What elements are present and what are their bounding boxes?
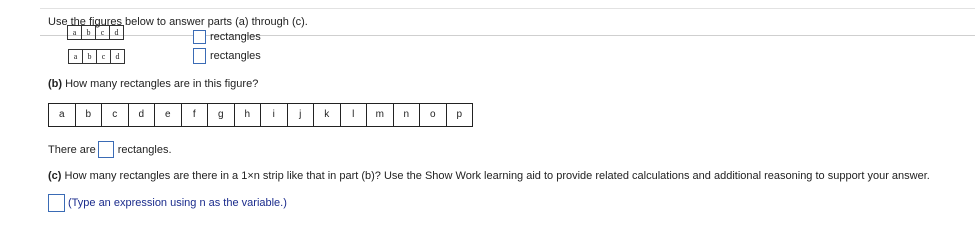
part-c-text: How many rectangles are there in a 1×n strip like that in part (b)? Use the Show Work learning aid to provide related calculations and additional reasoning to support your answer. <box>64 170 930 182</box>
part-c-expression-input[interactable] <box>48 194 65 212</box>
part-a-cell-c: c <box>96 49 111 64</box>
part-a-top-cell-b: b <box>81 25 96 40</box>
part-b-cell-b: b <box>75 103 103 127</box>
part-b-cell-e: e <box>154 103 182 127</box>
part-b-label: (b) <box>48 78 63 90</box>
part-b-answer-input[interactable] <box>98 141 114 158</box>
part-b-cell-p: p <box>446 103 474 127</box>
top-divider <box>40 8 975 9</box>
part-b-cell-h: h <box>234 103 262 127</box>
part-a-answer-input-top[interactable] <box>193 30 206 44</box>
instructions-text: Use the figures below to answer parts (a) through (c). <box>48 16 308 28</box>
part-b-text: How many rectangles are in this figure? <box>65 78 259 90</box>
scroll-edge-divider <box>40 35 975 36</box>
part-c-answer-row <box>48 194 287 212</box>
part-c-question <box>48 170 930 182</box>
part-a-answer-row <box>193 48 261 64</box>
part-c-hint: (Type an expression using n as the variable.) <box>68 197 287 209</box>
part-b-answer-suffix: rectangles. <box>117 143 172 156</box>
part-a-cell-b: b <box>82 49 97 64</box>
part-a-answer-input[interactable] <box>193 48 206 64</box>
part-b-cell-o: o <box>419 103 447 127</box>
part-b-cell-f: f <box>181 103 209 127</box>
part-a-top-cell-c: c <box>95 25 110 40</box>
part-b-cell-c: c <box>101 103 129 127</box>
part-b-cell-d: d <box>128 103 156 127</box>
part-a-answer-clipped <box>193 31 313 45</box>
part-c-label: (c) <box>48 170 62 182</box>
part-a-top-cell-a: a <box>67 25 82 40</box>
part-b-cell-k: k <box>313 103 341 127</box>
part-a-top-cell-d: d <box>109 25 124 40</box>
part-b-question <box>48 78 258 90</box>
part-a-cell-a: a <box>68 49 83 64</box>
part-b-answer-row <box>48 141 172 158</box>
part-a-unit: rectangles <box>210 50 261 62</box>
part-b-cell-n: n <box>393 103 421 127</box>
part-b-answer-prefix: There are <box>48 143 96 156</box>
part-b-cell-g: g <box>207 103 235 127</box>
part-b-cell-m: m <box>366 103 394 127</box>
part-b-cell-a: a <box>48 103 76 127</box>
part-b-cell-j: j <box>287 103 315 127</box>
part-a-strip <box>69 49 125 64</box>
part-b-strip <box>48 103 473 127</box>
part-a-strip-top-clipped <box>68 28 132 42</box>
part-b-cell-i: i <box>260 103 288 127</box>
part-a-cell-d: d <box>110 49 125 64</box>
part-a-unit-top: rectangles <box>210 31 261 43</box>
part-b-cell-l: l <box>340 103 368 127</box>
